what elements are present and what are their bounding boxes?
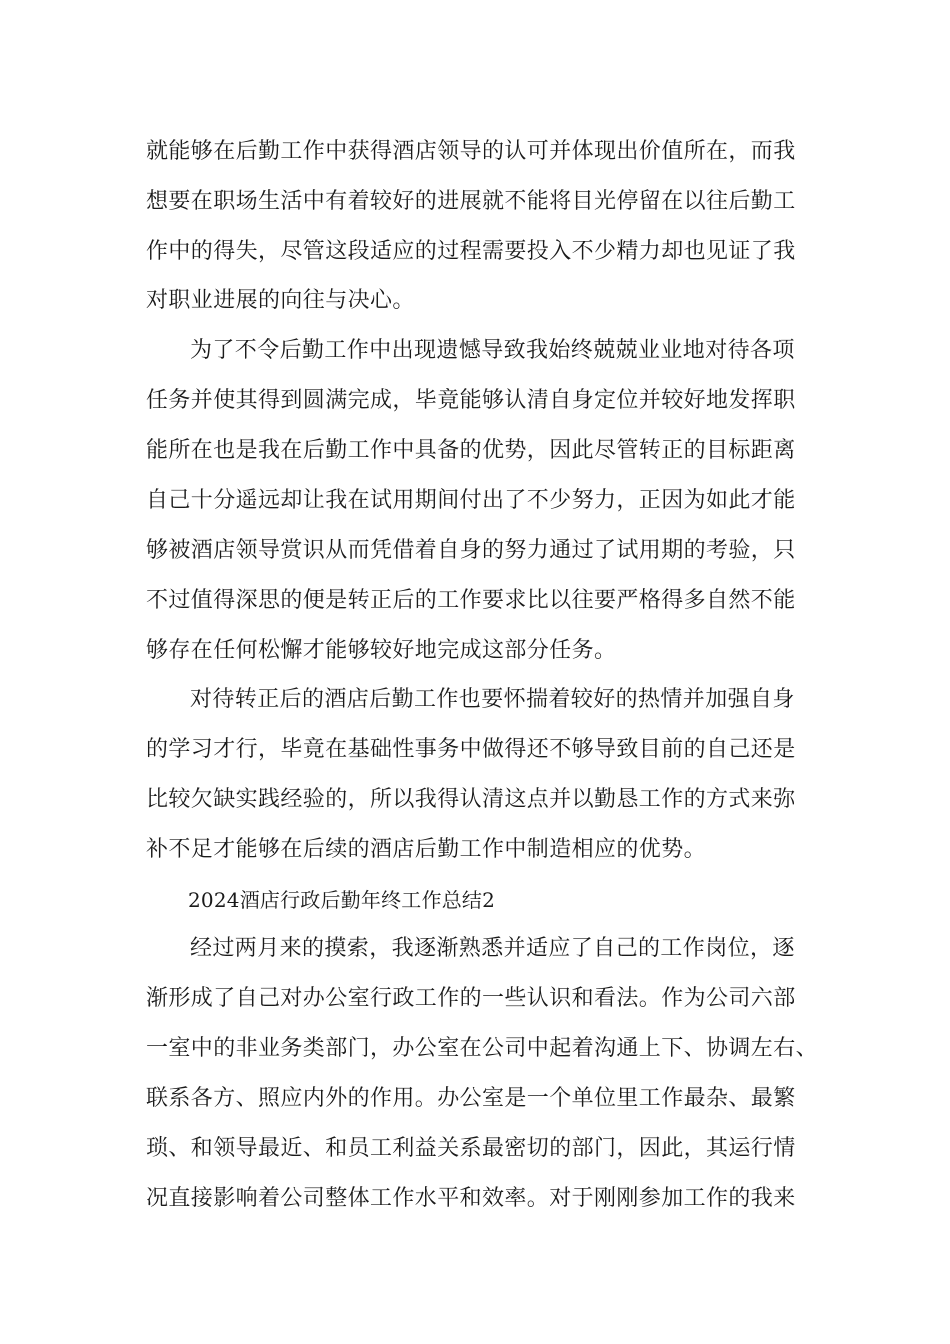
paragraph-2-line-7: 够存在任何松懈才能够较好地完成这部分任务。 [146, 638, 617, 663]
paragraph-4-line-1: 经过两月来的摸索，我逐渐熟悉并适应了自己的工作岗位，逐 [190, 936, 795, 961]
paragraph-2-line-1: 为了不令后勤工作中出现遗憾导致我始终兢兢业业地对待各项 [190, 338, 795, 363]
paragraph-4-line-2: 渐形成了自己对办公室行政工作的一些认识和看法。作为公司六部 [146, 986, 796, 1011]
paragraph-4-line-5: 琐、和领导最近、和员工利益关系最密切的部门，因此，其运行情 [146, 1136, 796, 1161]
paragraph-1-line-4: 对职业进展的向往与决心。 [146, 288, 415, 313]
paragraph-3-line-1: 对待转正后的酒店后勤工作也要怀揣着较好的热情并加强自身 [190, 687, 795, 712]
paragraph-2-line-3: 能所在也是我在后勤工作中具备的优势，因此尽管转正的目标距离 [146, 438, 796, 463]
paragraph-4-line-6: 况直接影响着公司整体工作水平和效率。对于刚刚参加工作的我来 [146, 1186, 796, 1211]
paragraph-1-line-2: 想要在职场生活中有着较好的进展就不能将目光停留在以往后勤工 [146, 189, 796, 214]
section-heading: 2024酒店行政后勤年终工作总结2 [188, 888, 496, 912]
paragraph-3-line-3: 比较欠缺实践经验的，所以我得认清这点并以勤恳工作的方式来弥 [146, 787, 796, 812]
paragraph-1-line-1: 就能够在后勤工作中获得酒店领导的认可并体现出价值所在，而我 [146, 139, 796, 164]
paragraph-2-line-6: 不过值得深思的便是转正后的工作要求比以往要严格得多自然不能 [146, 588, 796, 613]
paragraph-2-line-2: 任务并使其得到圆满完成，毕竟能够认清自身定位并较好地发挥职 [146, 388, 796, 413]
paragraph-4-line-4: 联系各方、照应内外的作用。办公室是一个单位里工作最杂、最繁 [146, 1086, 796, 1111]
paragraph-4-line-3: 一室中的非业务类部门，办公室在公司中起着沟通上下、协调左右、 [146, 1036, 819, 1061]
paragraph-3-line-2: 的学习才行，毕竟在基础性事务中做得还不够导致目前的自己还是 [146, 737, 796, 762]
paragraph-1-line-3: 作中的得失，尽管这段适应的过程需要投入不少精力却也见证了我 [146, 239, 796, 264]
paragraph-2-line-5: 够被酒店领导赏识从而凭借着自身的努力通过了试用期的考验，只 [146, 538, 796, 563]
paragraph-3-line-4: 补不足才能够在后续的酒店后勤工作中制造相应的优势。 [146, 837, 707, 862]
paragraph-2-line-4: 自己十分遥远却让我在试用期间付出了不少努力，正因为如此才能 [146, 488, 796, 513]
